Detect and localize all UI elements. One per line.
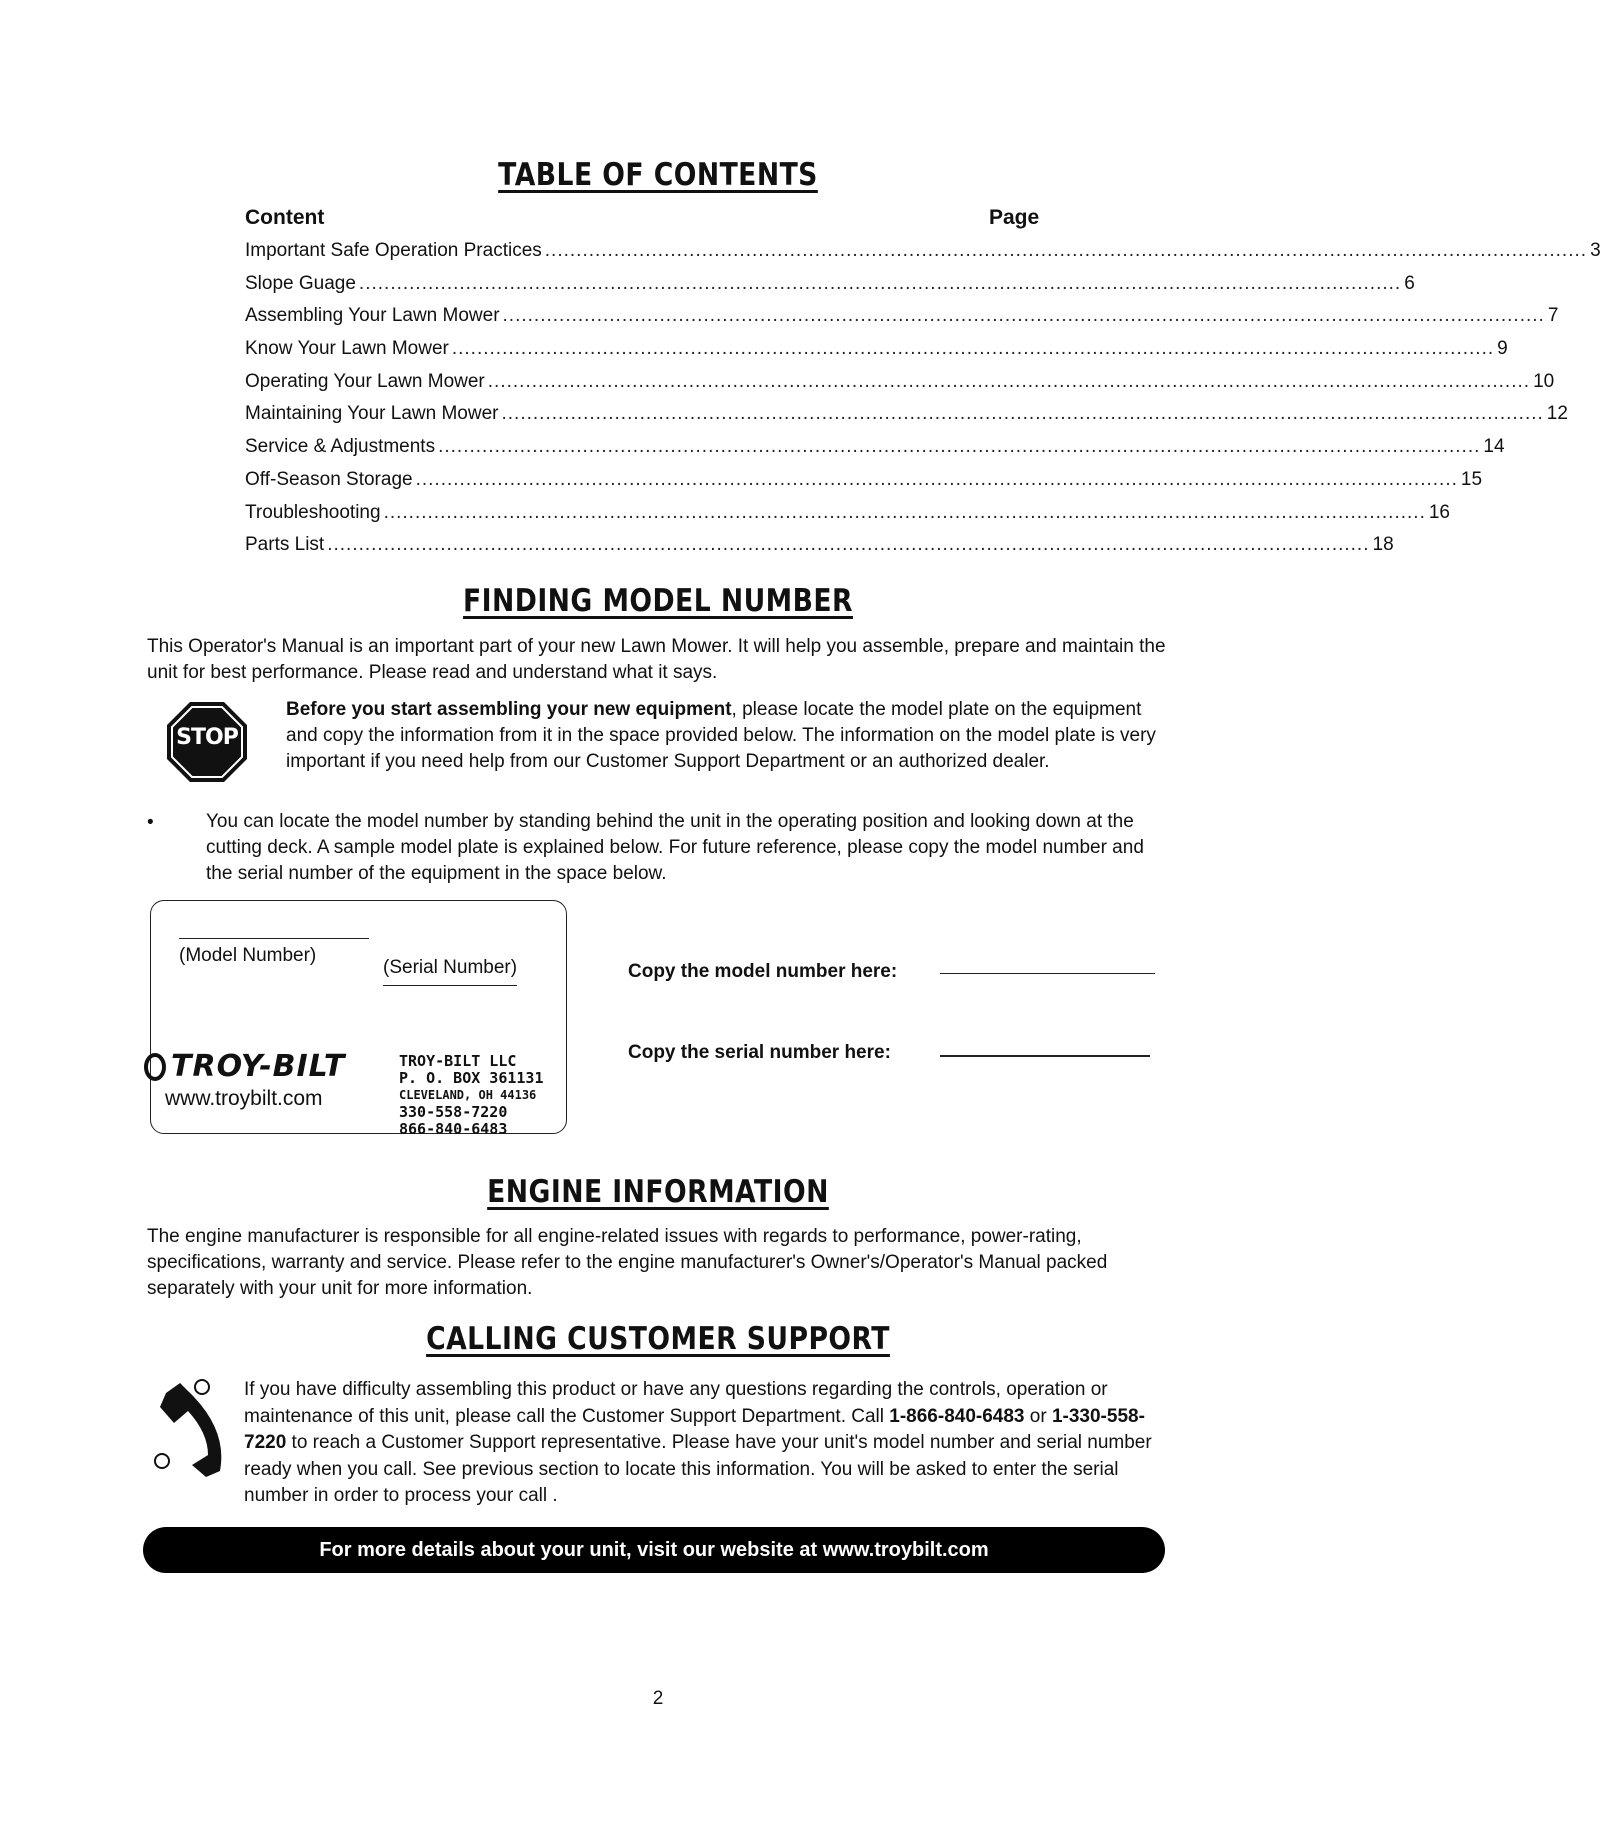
toc-entry[interactable]: Parts List ...................................................................................................................................................................... 18 (245, 534, 1394, 556)
toc-entry[interactable]: Know Your Lawn Mower ...................................................................................................................................................................... 9 (245, 338, 1508, 360)
toc-entry-page: 14 (1483, 436, 1505, 458)
copy-serial-line[interactable] (940, 1055, 1150, 1057)
troybilt-logo: TROY-BILT (171, 1049, 346, 1084)
toc-entry-label: Know Your Lawn Mower (245, 338, 449, 360)
toc-entry[interactable]: Important Safe Operation Practices ...................................................................................................................................................................... 3 (245, 240, 1601, 261)
model-before-bold: Before you start assembling your new equipment (286, 699, 732, 720)
model-section-title: FINDING MODEL NUMBER (463, 583, 853, 619)
toc-entry-page: 12 (1546, 403, 1568, 425)
support-phone-1[interactable]: 1-866-840-6483 (889, 1405, 1025, 1427)
toc-page-header: Page (989, 206, 1040, 229)
toc-entry[interactable]: Maintaining Your Lawn Mower ...................................................................................................................................................................... 12 (245, 403, 1568, 425)
page-number: 2 (652, 1688, 664, 1709)
toc-entry-label: Off-Season Storage (245, 468, 413, 490)
toc-entry[interactable]: Off-Season Storage ...................................................................................................................................................................... 15 (245, 468, 1483, 490)
engine-text: The engine manufacturer is responsible for all engine-related issues with regards to performance, power-rating, specifications, warranty and service. Please refer to the engine manufacturer's Owner's/Operator's Manual packed separately with your unit for more information. (147, 1226, 1108, 1299)
toc-entry[interactable]: Troubleshooting ...................................................................................................................................................................... 16 (245, 501, 1450, 523)
support-section-title: CALLING CUSTOMER SUPPORT (426, 1321, 890, 1357)
toc-entry[interactable]: Operating Your Lawn Mower ...................................................................................................................................................................... 10 (245, 370, 1555, 392)
toc-entry-label: Slope Guage (245, 272, 356, 294)
website-banner[interactable]: For more details about your unit, visit our website at www.troybilt.com (143, 1527, 1165, 1573)
toc-title: TABLE OF CONTENTS (498, 157, 818, 193)
toc-entry-page: 3 (1590, 240, 1601, 261)
toc-entry-page: 18 (1372, 534, 1394, 556)
toc-entry-page: 9 (1497, 338, 1508, 360)
toc-entry-label: Operating Your Lawn Mower (245, 370, 485, 392)
toc-entry-page: 7 (1547, 305, 1559, 327)
toc-entry-page: 15 (1460, 468, 1483, 490)
toc-list (245, 240, 1601, 567)
toc-entry-label: Service & Adjustments (245, 436, 436, 458)
troybilt-logo-mark-icon (143, 1052, 167, 1082)
toc-entry[interactable]: Assembling Your Lawn Mower ...................................................................................................................................................................... 7 (245, 305, 1559, 327)
bullet-dot: • (147, 812, 154, 833)
toc-content-header: Content (245, 206, 325, 229)
serial-number-label: (Serial Number) (383, 955, 517, 986)
support-phone-2[interactable]: 1-330-558-7220 (244, 1405, 1145, 1453)
copy-model-line[interactable] (940, 973, 1155, 974)
toc-entry-label: Maintaining Your Lawn Mower (245, 403, 499, 425)
sample-model-plate (150, 900, 567, 1138)
model-before-rest: , please locate the model plate on the equipment and copy the information from it in the space provided below. The information on the model plate is very important if you need help from our Customer Support Department or an authorized dealer. (286, 699, 1156, 772)
toc-entry-label: Important Safe Operation Practices (245, 240, 542, 261)
model-number-label: (Model Number) (179, 945, 317, 966)
phone-handset-icon (148, 1377, 226, 1479)
engine-section-title: ENGINE INFORMATION (487, 1174, 829, 1210)
model-intro: This Operator's Manual is an important part of your new Lawn Mower. It will help you assemble, prepare and maintain the unit for best performance. Please read and understand what it says. (147, 636, 1166, 683)
copy-model-label: Copy the model number here: (628, 961, 898, 982)
model-before-paragraph (286, 697, 1166, 775)
toc-entry[interactable]: Service & Adjustments ...................................................................................................................................................................... 14 (245, 436, 1505, 458)
troybilt-website: www.troybilt.com (165, 1087, 323, 1110)
toc-entry-page: 16 (1428, 501, 1450, 523)
model-number-line (179, 938, 369, 939)
support-text: If you have difficulty assembling this product or have any questions regarding the controls, operation or maintenance of this unit, please call the Customer Support Department. Call 1-866-840-6483 or 1-330-558-7220 to reach a Customer Support representative. Please have your unit's model number and serial number ready when you call. See previous section to locate this information. You will be asked to enter the serial number in order to process your call . (244, 1379, 1152, 1506)
toc-entry-label: Parts List (245, 534, 325, 556)
stop-sign-text: STOP (176, 725, 238, 750)
toc-entry[interactable]: Slope Guage ...................................................................................................................................................................... 6 (245, 272, 1415, 294)
toc-entry-label: Assembling Your Lawn Mower (245, 305, 500, 327)
model-bullet-text: You can locate the model number by standing behind the unit in the operating position and looking down at the cutting deck. A sample model plate is explained below. For future reference, please copy the model number and the serial number of the equipment in the space below. (206, 811, 1144, 884)
copy-serial-label: Copy the serial number here: (628, 1042, 891, 1063)
toc-entry-page: 6 (1404, 272, 1415, 294)
troybilt-address: TROY-BILT LLC P. O. BOX 361131 CLEVELAND, OH 44136 330-558-7220 866-840-6483 (399, 1052, 544, 1138)
toc-entry-page: 10 (1533, 370, 1555, 392)
toc-entry-label: Troubleshooting (245, 501, 381, 523)
